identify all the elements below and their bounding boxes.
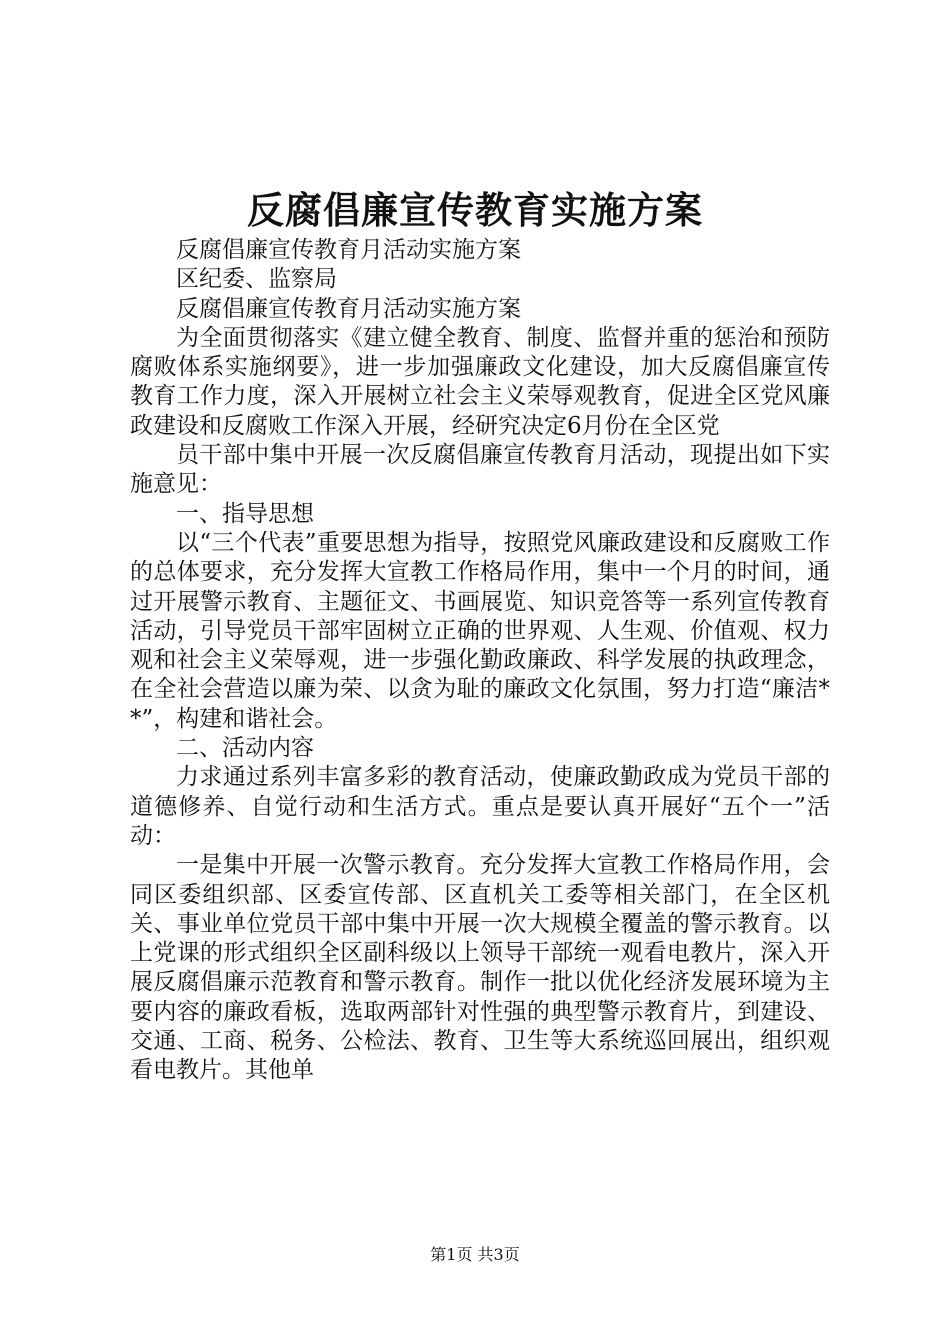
- page-number-footer: 第1页 共3页: [430, 1245, 520, 1264]
- paragraph-intro: 为全面贯彻落实《建立健全教育、制度、监督并重的惩治和预防腐败体系实施纲要》，进一步加强廉政文化建设，加大反腐倡廉宣传教育工作力度，深入开展树立社会主义荣辱观教育，促进全区党风廉政建设和反腐败工作深入开展，经研究决定6月份在全区党: [130, 324, 830, 439]
- paragraph-activity-content: 力求通过系列丰富多彩的教育活动，使廉政勤政成为党员干部的道德修养、自觉行动和生活方式。重点是要认真开展好“五个一”活动：: [130, 764, 830, 849]
- document-body: [130, 236, 830, 1086]
- paragraph-warning-education: 一是集中开展一次警示教育。充分发挥大宣教工作格局作用，会同区委组织部、区委宣传部、区直机关工委等相关部门，在全区机关、事业单位党员干部中集中开展一次大规模全覆盖的警示教育。以上党课的形式组织全区副科级以上领导干部统一观看电教片，深入开展反腐倡廉示范教育和警示教育。制作一批以优化经济发展环境为主要内容的廉政看板，选取两部针对性强的典型警示教育片，到建设、交通、工商、税务、公检法、教育、卫生等大系统巡回展出，组织观看电教片。其他单: [130, 852, 830, 1084]
- section-heading-guiding-ideology: 一、指导思想: [176, 500, 314, 527]
- document-title: 反腐倡廉宣传教育实施方案: [247, 188, 703, 232]
- paragraph-issuer: 区纪委、监察局: [176, 266, 337, 293]
- section-heading-activity-content: 二、活动内容: [176, 735, 314, 762]
- paragraph-subtitle: 反腐倡廉宣传教育月活动实施方案: [176, 237, 521, 263]
- paragraph-intro-continued: 员干部中集中开展一次反腐倡廉宣传教育月活动，现提出如下实施意见：: [130, 442, 830, 498]
- paragraph-guiding-ideology: 以“三个代表”重要思想为指导，按照党风廉政建设和反腐败工作的总体要求，充分发挥大宣教工作格局作用，集中一个月的时间，通过开展警示教育、主题征文、书画展览、知识竞答等一系列宣传教育活动，引导党员干部牢固树立正确的世界观、人生观、价值观、权力观和社会主义荣辱观，进一步强化勤政廉政、科学发展的执政理念，在全社会营造以廉为荣、以贪为耻的廉政文化氛围，努力打造“廉洁**”，构建和谐社会。: [130, 529, 830, 732]
- paragraph-plan-title: 反腐倡廉宣传教育月活动实施方案: [176, 295, 521, 322]
